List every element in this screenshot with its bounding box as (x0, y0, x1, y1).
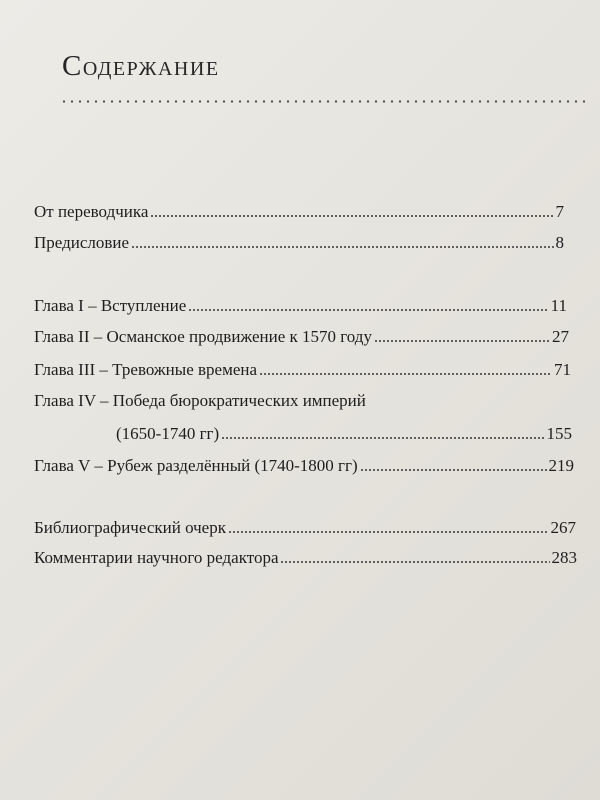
toc-entry-page: 155 (546, 424, 572, 443)
heading-dotted-rule (60, 100, 588, 103)
toc-entry-title: От переводчика (34, 202, 149, 221)
toc-entry-title: Библиографический очерк (34, 518, 226, 537)
dot-leader (150, 214, 553, 218)
toc-entry[interactable] (34, 232, 564, 254)
toc-entry-page: 283 (551, 548, 577, 567)
toc-entry-page: 267 (550, 518, 576, 537)
toc-entry-page: 11 (550, 296, 567, 315)
toc-heading: Содержание (62, 50, 220, 82)
toc-entry-page: 8 (555, 233, 564, 252)
toc-entry-title: Глава I – Вступление (34, 296, 187, 315)
toc-entry[interactable] (34, 201, 564, 223)
toc-entry-title: Глава IV – Победа бюрократических империй (34, 391, 366, 410)
toc-entry-title: Глава III – Тревожные времена (34, 360, 258, 379)
dot-leader (259, 372, 552, 376)
toc-entry-page: 7 (555, 202, 564, 221)
toc-entry[interactable] (34, 295, 567, 317)
toc-entry[interactable] (34, 517, 576, 539)
dot-leader (280, 560, 549, 564)
toc-entry[interactable] (34, 359, 571, 381)
toc-entry-page: 71 (554, 360, 571, 379)
toc-entry-title: Глава II – Османское продвижение к 1570 году (34, 327, 372, 346)
dot-leader (360, 468, 547, 472)
toc-entry-continuation: (1650-1740 гг) (116, 424, 220, 443)
dot-leader (374, 339, 550, 343)
toc-entry[interactable] (116, 423, 572, 445)
toc-entry-page: 27 (552, 327, 569, 346)
toc-entry-title: Глава V – Рубеж разделённый (1740-1800 гг) (34, 456, 358, 475)
dot-leader (221, 436, 544, 440)
toc-entry-title: Предисловие (34, 233, 130, 252)
toc-entry[interactable] (34, 455, 574, 477)
dot-leader (131, 245, 553, 249)
dot-leader (188, 308, 548, 312)
toc-entry-title: Комментарии научного редактора (34, 548, 279, 567)
dot-leader (228, 530, 549, 534)
toc-entry-page: 219 (548, 456, 574, 475)
toc-entry[interactable] (34, 547, 577, 569)
toc-entry[interactable] (34, 326, 569, 348)
